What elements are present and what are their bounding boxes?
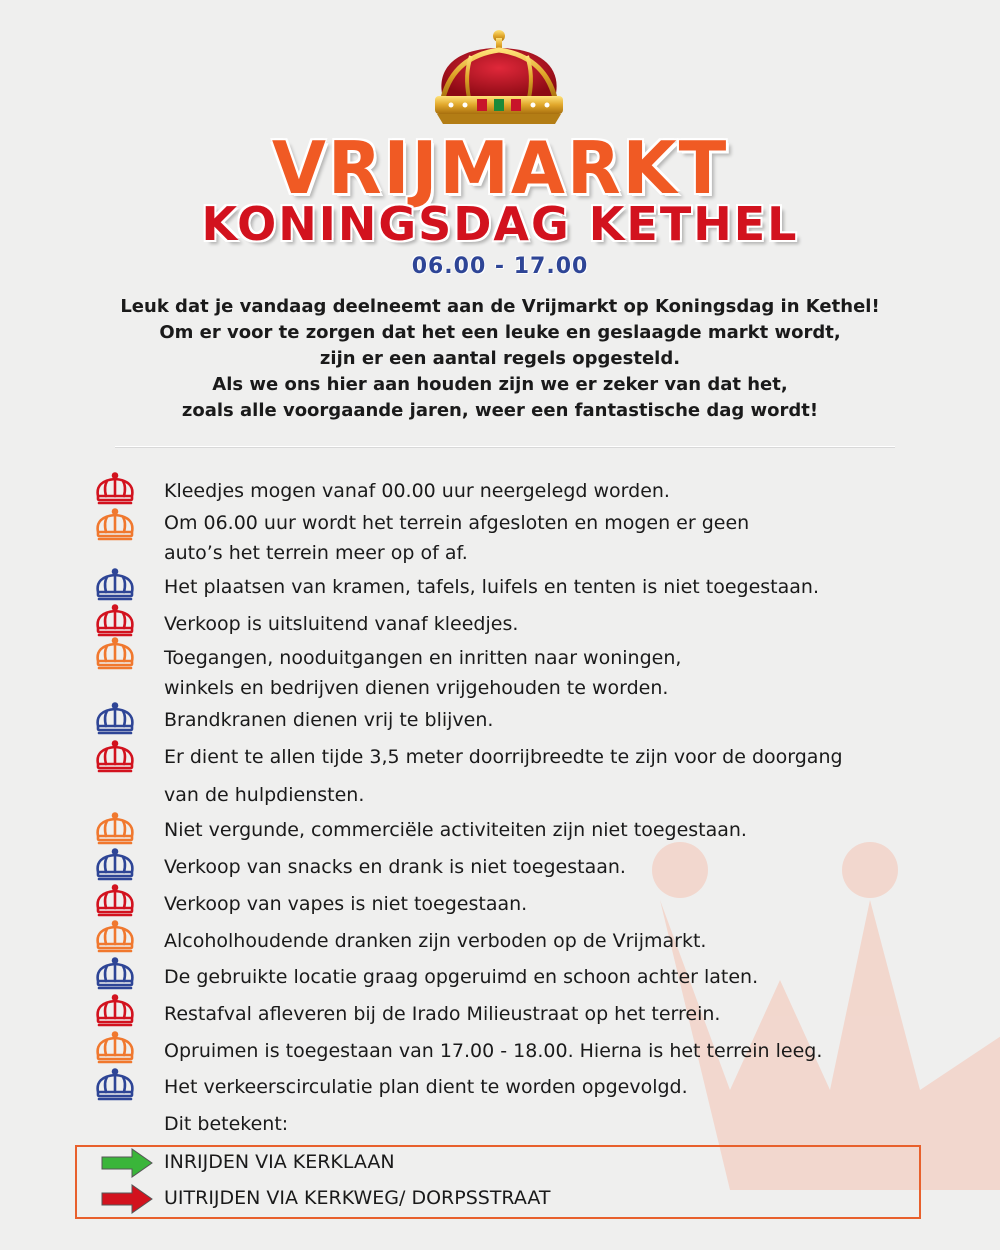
- event-time: 06.00 - 17.00: [411, 254, 589, 279]
- rule-text: Opruimen is toegestaan van 17.00 - 18.00. Hierna is het terrein leeg.: [164, 1040, 823, 1062]
- red-arrow-icon: [100, 1183, 154, 1215]
- rule-text: auto’s het terrein meer op of af.: [164, 542, 468, 564]
- crown-red-icon: [94, 472, 136, 506]
- crown-red-icon: [94, 994, 136, 1028]
- rule-text: Toegangen, nooduitgangen en inritten naar woningen,: [164, 647, 682, 669]
- green-arrow-icon: [100, 1147, 154, 1179]
- intro-line: Om er voor te zorgen dat het een leuke en geslaagde markt wordt,: [159, 322, 841, 343]
- crown-blue-icon: [94, 957, 136, 991]
- crown-orange-icon: [94, 1031, 136, 1065]
- direction-text: UITRIJDEN VIA KERKWEG/ DORPSSTRAAT: [164, 1187, 551, 1209]
- rule-text: Niet vergunde, commerciële activiteiten zijn niet toegestaan.: [164, 819, 747, 841]
- rule-text: Brandkranen dienen vrij te blijven.: [164, 709, 494, 731]
- rule-text: Er dient te allen tijde 3,5 meter doorrijbreedte te zijn voor de doorgang: [164, 746, 843, 768]
- royal-crown-logo: [421, 28, 577, 128]
- crown-red-icon: [94, 740, 136, 774]
- intro-line: Leuk dat je vandaag deelneemt aan de Vrijmarkt op Koningsdag in Kethel!: [120, 296, 880, 317]
- event-title: VRIJMARKT: [271, 126, 729, 210]
- crown-blue-icon: [94, 702, 136, 736]
- divider: [115, 446, 895, 447]
- crown-red-icon: [94, 884, 136, 918]
- rule-text: Het verkeerscirculatie plan dient te worden opgevolgd.: [164, 1076, 688, 1098]
- intro-line: zijn er een aantal regels opgesteld.: [319, 348, 681, 369]
- direction-text: INRIJDEN VIA KERKLAAN: [164, 1151, 395, 1173]
- intro-line: Als we ons hier aan houden zijn we er zeker van dat het,: [212, 374, 788, 395]
- event-subtitle: KONINGSDAG KETHEL: [201, 197, 799, 251]
- rule-text: Om 06.00 uur wordt het terrein afgesloten en mogen er geen: [164, 512, 750, 534]
- intro-line: zoals alle voorgaande jaren, weer een fantastische dag wordt!: [181, 400, 819, 421]
- rule-text: Verkoop van snacks en drank is niet toegestaan.: [164, 856, 626, 878]
- crown-orange-icon: [94, 508, 136, 542]
- rule-text: Restafval afleveren bij de Irado Milieustraat op het terrein.: [164, 1003, 721, 1025]
- rule-text: De gebruikte locatie graag opgeruimd en schoon achter laten.: [164, 966, 759, 988]
- rule-text: Alcoholhoudende dranken zijn verboden op de Vrijmarkt.: [164, 930, 707, 952]
- rule-text: Kleedjes mogen vanaf 00.00 uur neergelegd worden.: [164, 480, 670, 502]
- crown-blue-icon: [94, 568, 136, 602]
- crown-blue-icon: [94, 848, 136, 882]
- rule-text: Het plaatsen van kramen, tafels, luifels en tenten is niet toegestaan.: [164, 576, 819, 598]
- crown-blue-icon: [94, 1068, 136, 1102]
- intro-paragraph: [40, 294, 960, 424]
- crown-orange-icon: [94, 812, 136, 846]
- crown-red-icon: [94, 604, 136, 638]
- crown-orange-icon: [94, 920, 136, 954]
- rule-text: Verkoop is uitsluitend vanaf kleedjes.: [164, 613, 519, 635]
- rule-text: Verkoop van vapes is niet toegestaan.: [164, 893, 528, 915]
- rule-text: winkels en bedrijven dienen vrijgehouden te worden.: [164, 677, 669, 699]
- rule-text: Dit betekent:: [164, 1113, 289, 1135]
- rule-text: van de hulpdiensten.: [164, 784, 365, 806]
- crown-orange-icon: [94, 637, 136, 671]
